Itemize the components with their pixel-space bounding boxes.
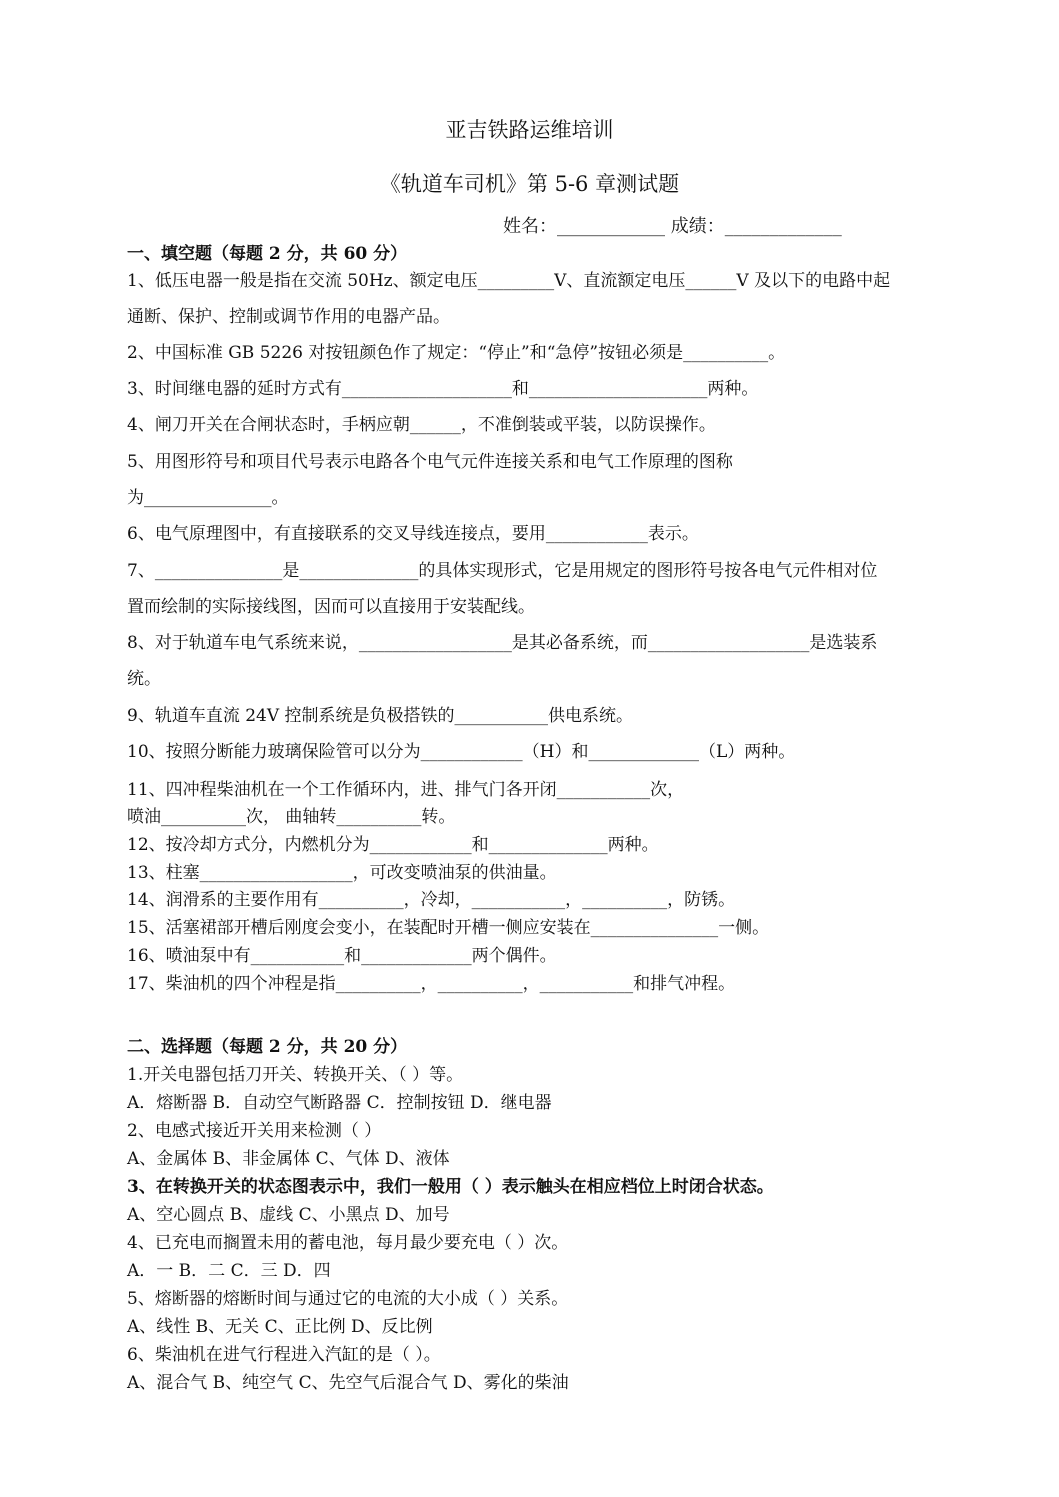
s2-line: 3、在转换开关的状态图表示中，我们一般用（ ）表示触头在相应档位上时闭合状态。 (127, 1177, 774, 1197)
s2-line: 5、熔断器的熔断时间与通过它的电流的大小成（ ）关系。 (127, 1289, 569, 1309)
s1-line: 2、中国标准 GB 5226 对按钮颜色作了规定：“停止”和“急停”按钮必须是__________。 (127, 343, 786, 363)
s1-line: 喷油__________次， 曲轴转__________转。 (127, 807, 456, 827)
exam-title: 《轨道车司机》第 5-6 章测试题 (379, 172, 680, 196)
s2-line: 2、电感式接近开关用来检测（ ） (127, 1121, 382, 1141)
s1-line: 13、柱塞__________________，可改变喷油泵的供油量。 (127, 863, 557, 883)
s2-line: A．一 B．二 C．三 D．四 (127, 1261, 331, 1281)
s2-line: A、空心圆点 B、虚线 C、小黑点 D、加号 (127, 1205, 450, 1225)
s1-line: 8、对于轨道车电气系统来说，__________________是其必备系统，而___________________是选装系 (127, 633, 878, 653)
s1-line: 9、轨道车直流 24V 控制系统是负极搭铁的___________供电系统。 (127, 706, 634, 726)
s2-line: A、金属体 B、非金属体 C、气体 D、液体 (127, 1149, 450, 1169)
s2-line: A、线性 B、无关 C、正比例 D、反比例 (127, 1317, 433, 1337)
s1-line: 统。 (127, 669, 161, 689)
org-title: 亚吉铁路运维培训 (445, 118, 614, 142)
s1-line: 通断、保护、控制或调节作用的电器产品。 (127, 307, 450, 327)
s1-line: 7、_______________是______________的具体实现形式，它是用规定的图形符号按各电气元件相对位 (127, 561, 878, 581)
s1-line: 17、柴油机的四个冲程是指__________，__________，___________和排气冲程。 (127, 974, 736, 994)
s1-line: 1、低压电器一般是指在交流 50Hz、额定电压_________V、直流额定电压______V 及以下的电路中起 (127, 271, 891, 291)
name-score-line: 姓名：____________ 成绩：_____________ (503, 216, 842, 237)
s1-line: 为_______________。 (127, 488, 289, 508)
s1-line: 10、按照分断能力玻璃保险管可以分为____________（H）和_____________（L）两种。 (127, 742, 796, 762)
s1-line: 置而绘制的实际接线图，因而可以直接用于安装配线。 (127, 597, 535, 617)
section2-heading: 二、选择题（每题 2 分，共 20 分） (127, 1037, 408, 1057)
s2-line: A、混合气 B、纯空气 C、先空气后混合气 D、雾化的柴油 (127, 1373, 569, 1393)
s1-line: 6、电气原理图中，有直接联系的交叉导线连接点，要用____________表示。 (127, 524, 699, 544)
section1-heading: 一、填空题（每题 2 分，共 60 分） (127, 244, 408, 264)
s1-line: 4、闸刀开关在合闸状态时，手柄应朝______，不准倒装或平装，以防误操作。 (127, 415, 716, 435)
s1-line: 16、喷油泵中有___________和_____________两个偶件。 (127, 946, 557, 966)
s2-line: 4、已充电而搁置未用的蓄电池，每月最少要充电（ ）次。 (127, 1233, 569, 1253)
s1-line: 15、活塞裙部开槽后刚度会变小，在装配时开槽一侧应安装在_______________一侧。 (127, 918, 770, 938)
s2-line: 6、柴油机在进气行程进入汽缸的是（ ）。 (127, 1345, 441, 1365)
s1-line: 11、四冲程柴油机在一个工作循环内，进、排气门各开闭___________次， (127, 780, 685, 800)
s1-line: 5、用图形符号和项目代号表示电路各个电气元件连接关系和电气工作原理的图称 (127, 452, 733, 472)
s2-line: 1.开关电器包括刀开关、转换开关、（ ）等。 (127, 1065, 464, 1085)
s1-line: 14、润滑系的主要作用有__________，冷却，___________，__________，防锈。 (127, 890, 736, 910)
s1-line: 12、按冷却方式分，内燃机分为____________和______________两种。 (127, 835, 659, 855)
s2-line: A．熔断器 B．自动空气断路器 C．控制按钮 D．继电器 (127, 1093, 552, 1113)
s1-line: 3、时间继电器的延时方式有____________________和_____________________两种。 (127, 379, 759, 399)
